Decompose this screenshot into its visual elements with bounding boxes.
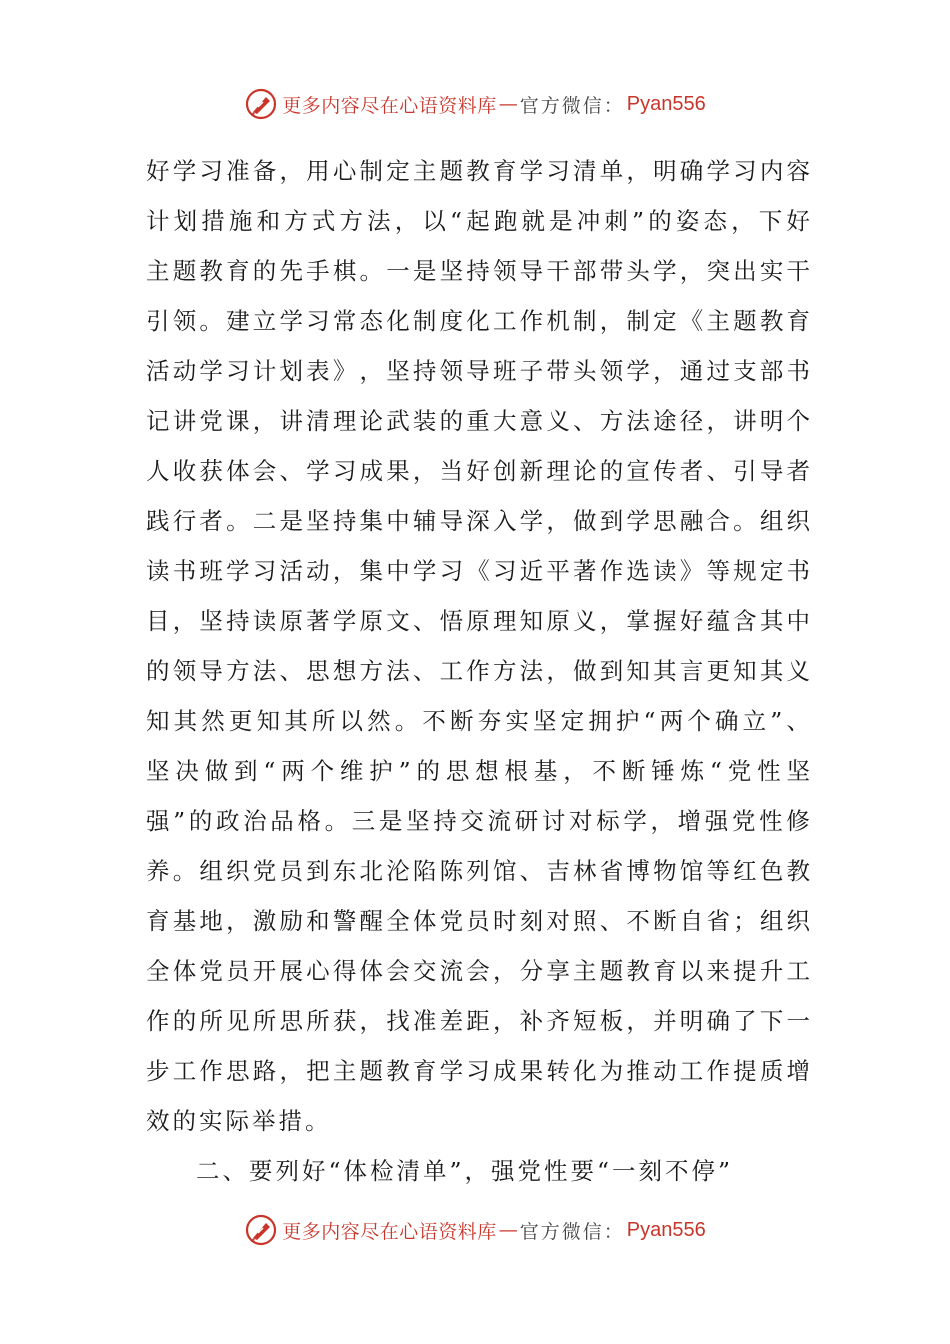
body-line: 步 工 作 思 路 ， 把 主 题 教 育 学 习 成 果 转 化 为 推 动 工 作 提 质 增 bbox=[146, 1057, 810, 1085]
banner-wechat-id: Pyan556 bbox=[626, 1218, 706, 1241]
body-line: 人 收 获 体 会 、 学 习 成 果 ， 当 好 创 新 理 论 的 宣 传 者 、 引 导 者 bbox=[146, 457, 810, 485]
body-line: 的 领 导 方 法 、 思 想 方 法 、 工 作 方 法 ， 做 到 知 其 言 更 知 其 义 bbox=[146, 657, 810, 685]
body-line: 坚 决 做 到 “ 两 个 维 护 ” 的 思 想 根 基 ， 不 断 锤 炼 “ 党 性 坚 bbox=[146, 757, 810, 785]
pen-nib-logo-icon bbox=[244, 1213, 278, 1247]
banner-label: 官方微信： bbox=[519, 1220, 625, 1243]
body-line: 记 讲 党 课 ， 讲 清 理 论 武 装 的 重 大 意 义 、 方 法 途 径 ， 讲 明 个 bbox=[146, 407, 810, 435]
body-line: 知 其 然 更 知 其 所 以 然 。 不 断 夯 实 坚 定 拥 护 “ 两 个 确 立 ” 、 bbox=[146, 707, 810, 735]
banner-text: 更多内容尽在心语资料库 bbox=[282, 1220, 497, 1243]
body-line: 计 划 措 施 和 方 式 方 法 ， 以 “ 起 跑 就 是 冲 刺 ” 的 姿 态 ， 下 好 bbox=[146, 207, 810, 235]
document-body bbox=[146, 146, 810, 1196]
body-line: 育 基 地 ， 激 励 和 警 醒 全 体 党 员 时 刻 对 照 、 不 断 自 省 ； 组 织 bbox=[146, 907, 810, 935]
section-heading: 二、要列好“体检清单”，强党性要“一刻不停” bbox=[196, 1157, 734, 1185]
body-line: 养 。 组 织 党 员 到 东 北 沦 陷 陈 列 馆 、 吉 林 省 博 物 馆 等 红 色 教 bbox=[146, 857, 810, 885]
body-line: 目 ， 坚 持 读 原 著 学 原 文 、 悟 原 理 知 原 义 ， 掌 握 好 蕴 含 其 中 bbox=[146, 607, 810, 635]
footer-banner bbox=[0, 1210, 950, 1250]
banner-dash: — bbox=[498, 93, 518, 115]
banner-text: 更多内容尽在心语资料库 bbox=[282, 94, 497, 117]
body-line: 作 的 所 见 所 思 所 获 ， 找 准 差 距 ， 补 齐 短 板 ， 并 明 确 了 下 一 bbox=[146, 1007, 810, 1035]
header-banner bbox=[0, 84, 950, 124]
pen-nib-logo-icon bbox=[244, 87, 278, 121]
body-line: 好 学 习 准 备 ， 用 心 制 定 主 题 教 育 学 习 清 单 ， 明 确 学 习 内 容 bbox=[146, 157, 810, 185]
body-line: 读 书 班 学 习 活 动 ， 集 中 学 习 《 习 近 平 著 作 选 读 》 等 规 定 书 bbox=[146, 557, 810, 585]
body-line-last: 效的实际举措。 bbox=[146, 1107, 332, 1135]
body-line: 践 行 者 。 二 是 坚 持 集 中 辅 导 深 入 学 ， 做 到 学 思 融 合 。 组 织 bbox=[146, 507, 810, 535]
banner-wechat-id: Pyan556 bbox=[626, 92, 706, 115]
banner-dash: — bbox=[498, 1219, 518, 1241]
banner-label: 官方微信： bbox=[519, 94, 625, 117]
body-line: 引 领 。 建 立 学 习 常 态 化 制 度 化 工 作 机 制 ， 制 定 《 主 题 教 育 bbox=[146, 307, 810, 335]
body-line: 强 ” 的 政 治 品 格 。 三 是 坚 持 交 流 研 讨 对 标 学 ， 增 强 党 性 修 bbox=[146, 807, 810, 835]
body-line: 主 题 教 育 的 先 手 棋 。 一 是 坚 持 领 导 干 部 带 头 学 ， 突 出 实 干 bbox=[146, 257, 810, 285]
body-line: 全 体 党 员 开 展 心 得 体 会 交 流 会 ， 分 享 主 题 教 育 以 来 提 升 工 bbox=[146, 957, 810, 985]
body-line: 活 动 学 习 计 划 表 》 ， 坚 持 领 导 班 子 带 头 领 学 ， 通 过 支 部 书 bbox=[146, 357, 810, 385]
